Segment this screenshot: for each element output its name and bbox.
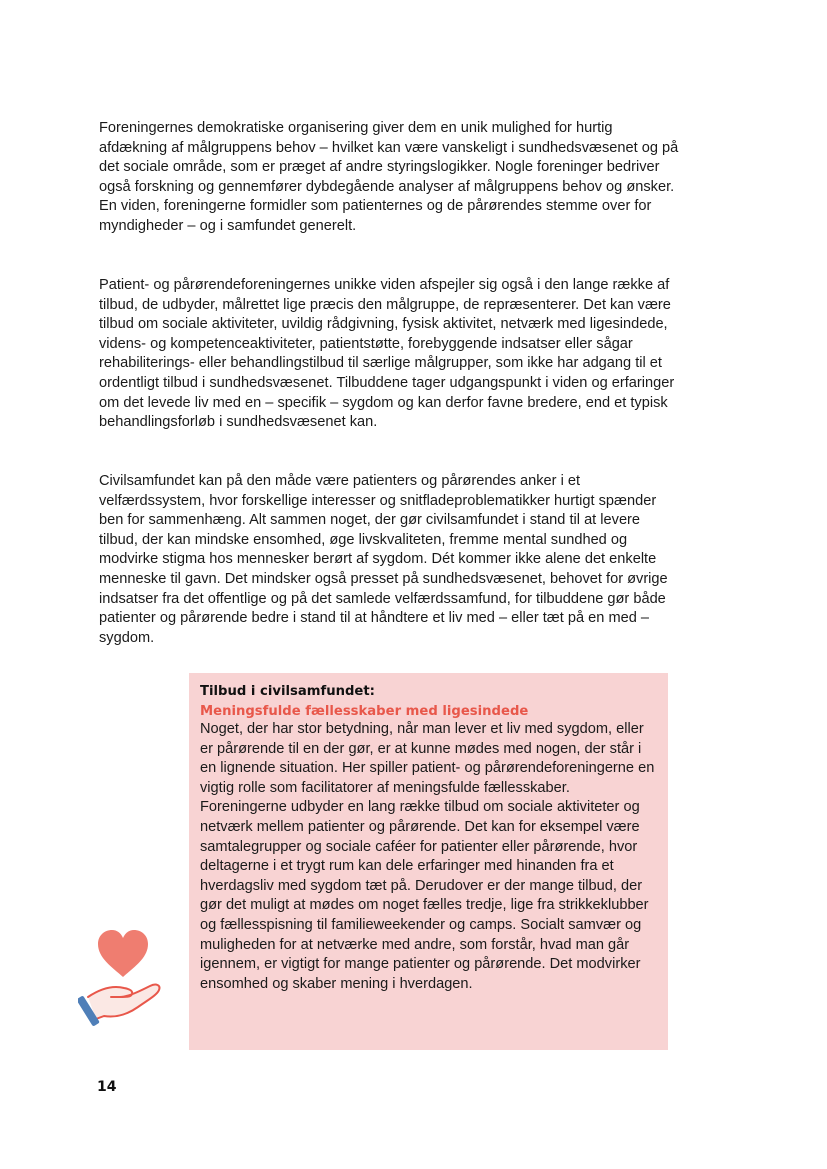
info-box-heading: Tilbud i civilsamfundet: xyxy=(200,684,375,699)
info-box-subheading: Meningsfulde fællesskaber med ligesindede xyxy=(200,704,529,719)
paragraph-1: Foreningernes demokratiske organisering giver dem en unik mulighed for hurtig afdækning af målgruppens behov – hvilket kan være vanskeligt i sundhedsvæsenet og på det sociale område, som er præget af andre styringslogikker. Nogle foreninger bedriver også forskning og gennemfører dybdegående analyser af målgruppens behov og ønsker. En viden, foreningerne formidler som patienternes og de pårørendes stemme over for myndigheder – og i samfundet generelt. xyxy=(99,120,679,234)
paragraph-3: Civilsamfundet kan på den måde være patienters og pårørendes anker i et velfærdssystem, hvor forskellige interesser og snitfladeproblematikker hurtigt spænder ben for sammenhæng. Alt sammen noget, der gør civilsamfundet i stand til at levere tilbud, der kan mindske ensomhed, øge livskvaliteten, fremme mental sundhed og modvirke stigma hos mennesker berørt af sygdom. Dét kommer ikke alene det enkelte menneske til gavn. Det mindsker også presset på sundhedsvæsenet, behovet for øvrige indsatser fra det offentlige og på det samlede velfærdssamfund, for tilbuddene gør både patienter og pårørende bedre i stand til at håndtere et liv med – eller tæt på en med – sygdom. xyxy=(99,473,668,646)
info-box xyxy=(189,673,668,1050)
heart-icon xyxy=(98,930,148,977)
hand-icon xyxy=(88,985,159,1019)
heart-in-hand-icon xyxy=(78,925,168,1030)
paragraph-2: Patient- og pårørendeforeningernes unikke viden afspejler sig også i den lange række af tilbud, de udbyder, målrettet lige præcis den målgruppe, de repræsenterer. Det kan være tilbud om sociale aktiviteter, uvildig rådgivning, fysisk aktivitet, netværk med ligesindede, videns- og kompetenceaktiviteter, patientstøtte, forebyggende indsatser eller sågar rehabiliterings- eller behandlingstilbud til særlige målgrupper, som ikke har adgang til et ordentligt tilbud i sundhedsvæsenet. Tilbuddene tager udgangspunkt i viden og erfaringer om det levede liv med en – specifik – sygdom og kan derfor favne bredere, end et typisk behandlingsforløb i sundhedsvæsenet kan. xyxy=(99,277,675,431)
info-box-body: Noget, der har stor betydning, når man lever et liv med sygdom, eller er pårørende til en der gør, er at kunne mødes med nogen, der står i en lignende situation. Her spiller patient- og pårørendeforeningerne en vigtig rolle som facilitatorer af meningsfulde fællesskaber. Foreningerne udbyder en lang række tilbud om sociale aktiviteter og netværk mellem patienter og pårørende. Det kan for eksempel være samtalegrupper og sociale caféer for patienter eller pårørende, hvor deltagerne i et trygt rum kan dele erfaringer med hinanden fra et hverdagsliv med sygdom tæt på. Derudover er der mange tilbud, der gør det muligt at mødes om noget fælles tredje, lige fra strikkeklubber og fællesspisning til familieweekender og camps. Socialt samvær og muligheden for at netværke med andre, som forstår, hvad man går igennem, er vigtigt for mange patienter og pårørende. Det modvirker ensomhed og skaber mening i hverdagen. xyxy=(200,721,655,992)
page-number: 14 xyxy=(97,1079,117,1095)
